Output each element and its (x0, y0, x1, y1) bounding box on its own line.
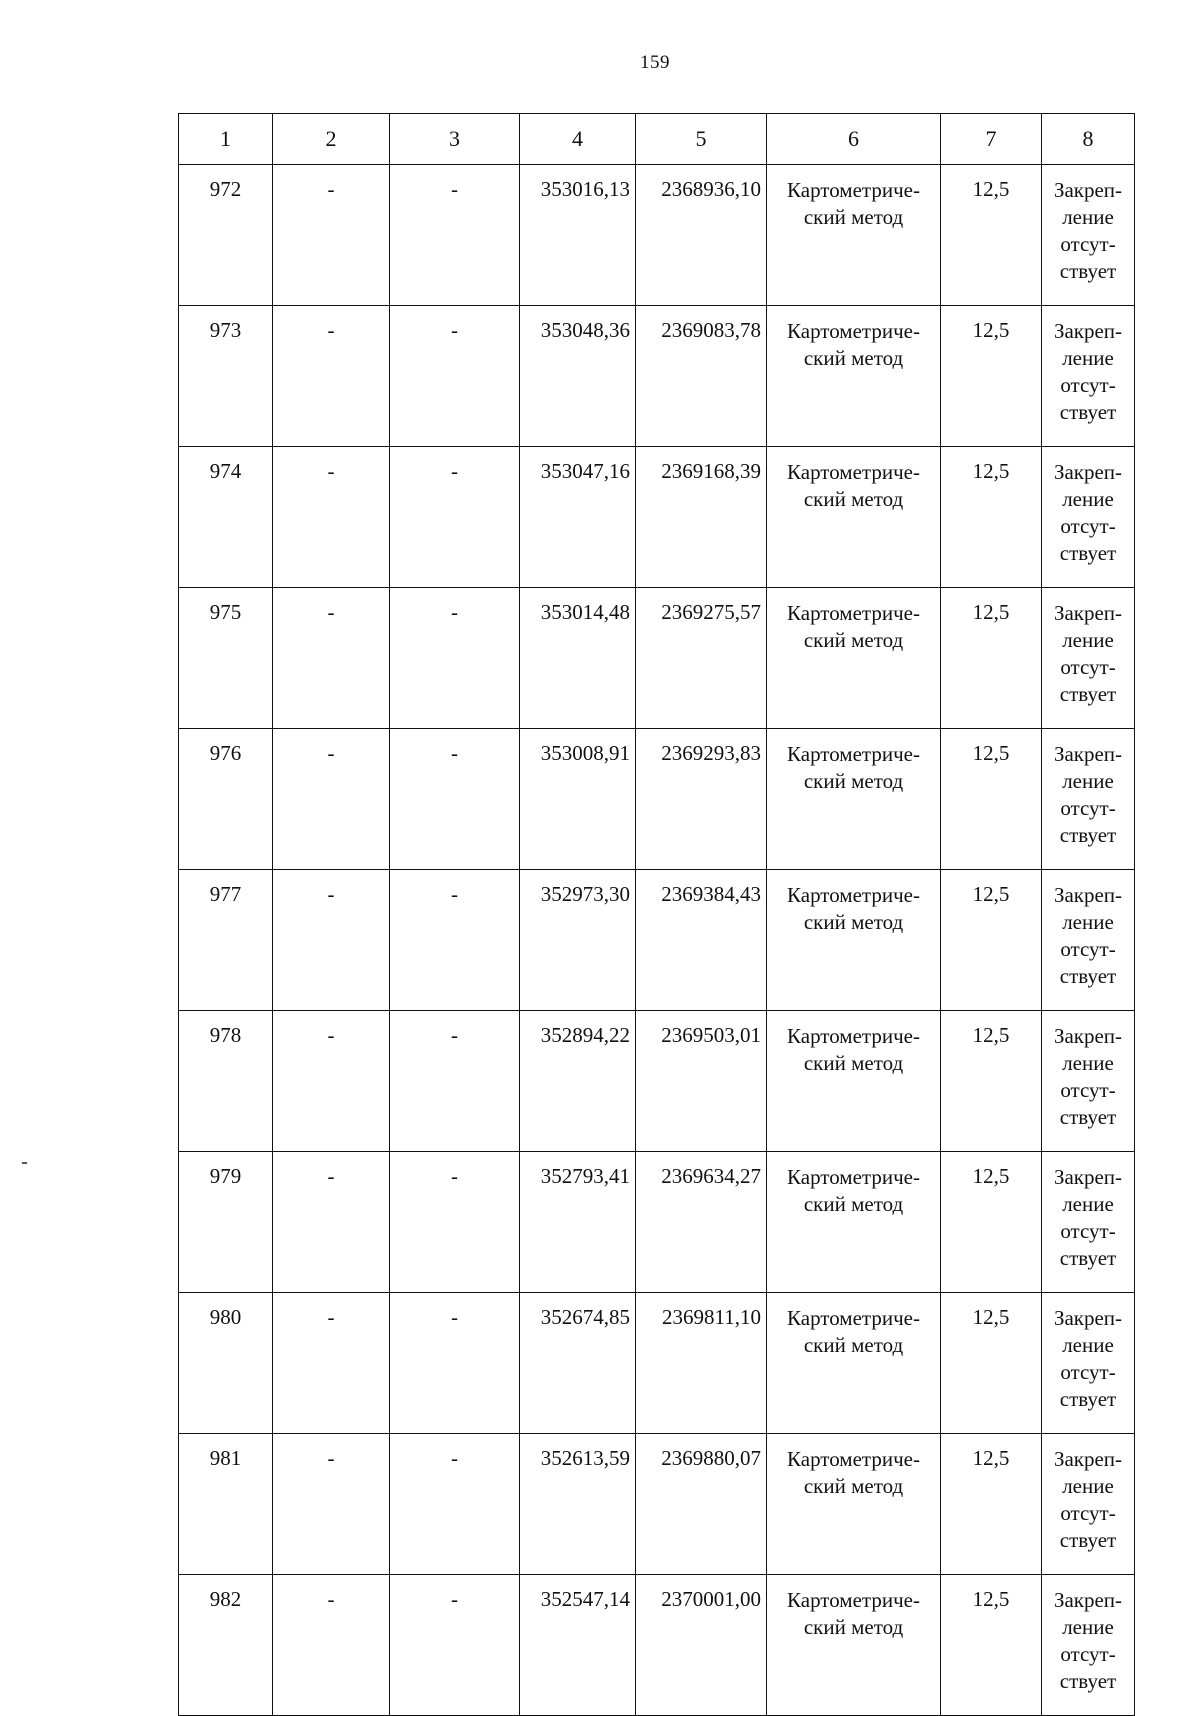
column-2-cell: - (273, 870, 390, 1011)
accuracy-cell: 12,5 (941, 729, 1042, 870)
table-row (179, 588, 1135, 729)
accuracy-cell: 12,5 (941, 447, 1042, 588)
table-row (179, 1575, 1135, 1716)
fixation-note-cell (1042, 1434, 1135, 1575)
note-line: ствует (1059, 1528, 1117, 1552)
note-line: Закреп- (1053, 1588, 1123, 1612)
note-line: ление (1062, 628, 1114, 652)
point-number-cell: 972 (179, 165, 273, 306)
column-3-cell: - (390, 1575, 520, 1716)
method-line: Картометриче- (787, 1306, 920, 1330)
table-row (179, 1293, 1135, 1434)
method-line: ский метод (803, 1615, 904, 1639)
column-3-cell: - (390, 870, 520, 1011)
method-cell (767, 1575, 941, 1716)
column-3-cell: - (390, 306, 520, 447)
column-2-cell: - (273, 1575, 390, 1716)
column-2-cell: - (273, 1293, 390, 1434)
point-number-cell: 982 (179, 1575, 273, 1716)
column-3-cell: - (390, 1011, 520, 1152)
table-row (179, 1011, 1135, 1152)
note-line: ствует (1059, 1387, 1117, 1411)
method-line: Картометриче- (787, 742, 920, 766)
note-line: Закреп- (1053, 1024, 1123, 1048)
table-row (179, 729, 1135, 870)
method-line: ский метод (803, 205, 904, 229)
point-number-cell: 976 (179, 729, 273, 870)
point-number-cell: 981 (179, 1434, 273, 1575)
point-number-cell: 973 (179, 306, 273, 447)
column-header-7: 7 (941, 114, 1042, 165)
coordinate-x-cell: 353047,16 (520, 447, 636, 588)
coordinate-y-cell: 2369293,83 (636, 729, 767, 870)
method-line: Картометриче- (787, 1024, 920, 1048)
fixation-note-cell (1042, 165, 1135, 306)
column-3-cell: - (390, 729, 520, 870)
column-3-cell: - (390, 165, 520, 306)
method-cell (767, 165, 941, 306)
point-number-cell: 979 (179, 1152, 273, 1293)
coordinate-x-cell: 353014,48 (520, 588, 636, 729)
coordinate-x-cell: 353048,36 (520, 306, 636, 447)
note-line: отсут- (1060, 1219, 1116, 1243)
method-line: ский метод (803, 1474, 904, 1498)
method-line: Картометриче- (787, 319, 920, 343)
note-line: ление (1062, 1333, 1114, 1357)
fixation-note-cell (1042, 1575, 1135, 1716)
method-line: Картометриче- (787, 1447, 920, 1471)
accuracy-cell: 12,5 (941, 1152, 1042, 1293)
column-3-cell: - (390, 1434, 520, 1575)
note-line: Закреп- (1053, 883, 1123, 907)
fixation-note-cell (1042, 447, 1135, 588)
scan-artifact (22, 1162, 27, 1164)
coordinate-y-cell: 2369634,27 (636, 1152, 767, 1293)
note-line: Закреп- (1053, 742, 1123, 766)
coordinate-x-cell: 352547,14 (520, 1575, 636, 1716)
method-line: ский метод (803, 346, 904, 370)
note-line: ствует (1059, 541, 1117, 565)
column-header-5: 5 (636, 114, 767, 165)
note-line: ствует (1059, 1669, 1117, 1693)
accuracy-cell: 12,5 (941, 1011, 1042, 1152)
note-line: ление (1062, 205, 1114, 229)
method-cell (767, 1434, 941, 1575)
coordinate-y-cell: 2369503,01 (636, 1011, 767, 1152)
note-line: ление (1062, 487, 1114, 511)
coordinate-y-cell: 2369083,78 (636, 306, 767, 447)
coordinate-x-cell: 352793,41 (520, 1152, 636, 1293)
note-line: отсут- (1060, 655, 1116, 679)
column-header-8: 8 (1042, 114, 1135, 165)
fixation-note-cell (1042, 870, 1135, 1011)
method-line: ский метод (803, 628, 904, 652)
note-line: Закреп- (1053, 1165, 1123, 1189)
note-line: ление (1062, 769, 1114, 793)
accuracy-cell: 12,5 (941, 306, 1042, 447)
method-line: Картометриче- (787, 601, 920, 625)
note-line: ление (1062, 910, 1114, 934)
fixation-note-cell (1042, 1011, 1135, 1152)
coordinate-y-cell: 2369811,10 (636, 1293, 767, 1434)
note-line: ление (1062, 346, 1114, 370)
coordinate-x-cell: 352674,85 (520, 1293, 636, 1434)
note-line: ствует (1059, 1105, 1117, 1129)
note-line: ление (1062, 1051, 1114, 1075)
column-header-4: 4 (520, 114, 636, 165)
table-header (179, 114, 1135, 165)
page-number: 159 (640, 52, 670, 73)
accuracy-cell: 12,5 (941, 1293, 1042, 1434)
point-number-cell: 977 (179, 870, 273, 1011)
method-line: ский метод (803, 769, 904, 793)
accuracy-cell: 12,5 (941, 1434, 1042, 1575)
note-line: отсут- (1060, 1501, 1116, 1525)
method-cell (767, 729, 941, 870)
accuracy-cell: 12,5 (941, 870, 1042, 1011)
method-cell (767, 1293, 941, 1434)
point-number-cell: 974 (179, 447, 273, 588)
method-line: Картометриче- (787, 460, 920, 484)
fixation-note-cell (1042, 588, 1135, 729)
note-line: ствует (1059, 1246, 1117, 1270)
note-line: Закреп- (1053, 319, 1123, 343)
note-line: Закреп- (1053, 1306, 1123, 1330)
column-2-cell: - (273, 588, 390, 729)
note-line: ление (1062, 1192, 1114, 1216)
note-line: Закреп- (1053, 601, 1123, 625)
table-body (179, 165, 1135, 1716)
note-line: ствует (1059, 823, 1117, 847)
method-cell (767, 1152, 941, 1293)
note-line: ление (1062, 1474, 1114, 1498)
column-3-cell: - (390, 1293, 520, 1434)
note-line: ствует (1059, 259, 1117, 283)
column-2-cell: - (273, 447, 390, 588)
fixation-note-cell (1042, 306, 1135, 447)
method-cell (767, 588, 941, 729)
note-line: отсут- (1060, 514, 1116, 538)
note-line: ствует (1059, 400, 1117, 424)
column-2-cell: - (273, 1152, 390, 1293)
column-2-cell: - (273, 729, 390, 870)
coordinate-x-cell: 353008,91 (520, 729, 636, 870)
column-3-cell: - (390, 447, 520, 588)
fixation-note-cell (1042, 1293, 1135, 1434)
note-line: Закреп- (1053, 460, 1123, 484)
method-cell (767, 870, 941, 1011)
column-2-cell: - (273, 1434, 390, 1575)
point-number-cell: 980 (179, 1293, 273, 1434)
fixation-note-cell (1042, 1152, 1135, 1293)
column-header-6: 6 (767, 114, 941, 165)
note-line: отсут- (1060, 373, 1116, 397)
coordinate-y-cell: 2370001,00 (636, 1575, 767, 1716)
column-2-cell: - (273, 1011, 390, 1152)
method-line: ский метод (803, 910, 904, 934)
accuracy-cell: 12,5 (941, 165, 1042, 306)
fixation-note-cell (1042, 729, 1135, 870)
note-line: отсут- (1060, 937, 1116, 961)
method-line: ский метод (803, 1192, 904, 1216)
header-row (179, 114, 1135, 165)
method-line: Картометриче- (787, 1588, 920, 1612)
note-line: отсут- (1060, 1360, 1116, 1384)
coordinate-y-cell: 2369168,39 (636, 447, 767, 588)
point-number-cell: 978 (179, 1011, 273, 1152)
coordinate-x-cell: 352613,59 (520, 1434, 636, 1575)
accuracy-cell: 12,5 (941, 588, 1042, 729)
coordinate-y-cell: 2369275,57 (636, 588, 767, 729)
column-header-3: 3 (390, 114, 520, 165)
coordinate-y-cell: 2369384,43 (636, 870, 767, 1011)
table-row (179, 1152, 1135, 1293)
table-row (179, 165, 1135, 306)
note-line: ствует (1059, 964, 1117, 988)
coordinates-table (178, 113, 1135, 1716)
note-line: Закреп- (1053, 1447, 1123, 1471)
column-2-cell: - (273, 165, 390, 306)
accuracy-cell: 12,5 (941, 1575, 1042, 1716)
note-line: Закреп- (1053, 178, 1123, 202)
method-cell (767, 306, 941, 447)
method-line: Картометриче- (787, 178, 920, 202)
coordinate-y-cell: 2369880,07 (636, 1434, 767, 1575)
method-cell (767, 447, 941, 588)
column-3-cell: - (390, 1152, 520, 1293)
column-header-1: 1 (179, 114, 273, 165)
table-row (179, 870, 1135, 1011)
point-number-cell: 975 (179, 588, 273, 729)
method-line: ский метод (803, 487, 904, 511)
method-line: Картометриче- (787, 1165, 920, 1189)
note-line: отсут- (1060, 1078, 1116, 1102)
column-3-cell: - (390, 588, 520, 729)
table-row (179, 1434, 1135, 1575)
method-line: ский метод (803, 1051, 904, 1075)
coordinate-x-cell: 352894,22 (520, 1011, 636, 1152)
coordinate-x-cell: 353016,13 (520, 165, 636, 306)
method-line: ский метод (803, 1333, 904, 1357)
table-row (179, 447, 1135, 588)
note-line: ствует (1059, 682, 1117, 706)
note-line: отсут- (1060, 796, 1116, 820)
method-line: Картометриче- (787, 883, 920, 907)
note-line: отсут- (1060, 232, 1116, 256)
coordinate-y-cell: 2368936,10 (636, 165, 767, 306)
column-header-2: 2 (273, 114, 390, 165)
method-cell (767, 1011, 941, 1152)
table-row (179, 306, 1135, 447)
note-line: ление (1062, 1615, 1114, 1639)
column-2-cell: - (273, 306, 390, 447)
note-line: отсут- (1060, 1642, 1116, 1666)
coordinate-x-cell: 352973,30 (520, 870, 636, 1011)
